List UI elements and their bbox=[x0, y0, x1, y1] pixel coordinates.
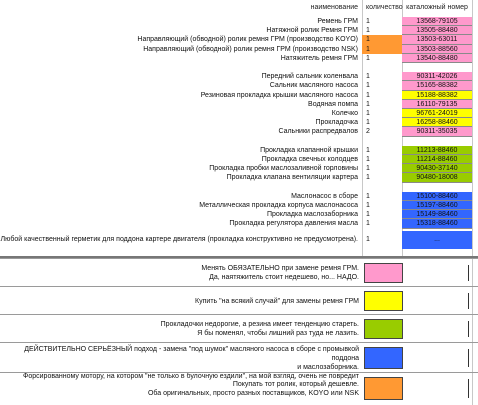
legend-note-line: Прокладочки недорогие, а резина имеет тенденцию стареть. bbox=[160, 321, 359, 328]
quantity-cell[interactable]: 2 bbox=[366, 128, 370, 136]
legend-note-line: ДЕЙСТВИТЕЛЬНО СЕРЬЁЗНЫЙ подход - замена "под шумок" масляного насоса в сборе с промывкой поддона bbox=[24, 345, 359, 362]
empty-row bbox=[0, 183, 478, 192]
quantity-cell[interactable]: 1 bbox=[366, 119, 370, 127]
part-name-cell[interactable]: Прокладка регулятора давления масла bbox=[229, 220, 358, 228]
legend-color-swatch bbox=[364, 263, 403, 283]
quantity-cell[interactable]: 1 bbox=[366, 100, 370, 108]
table-row bbox=[0, 72, 478, 81]
cell-edge bbox=[468, 265, 478, 281]
table-row bbox=[0, 118, 478, 127]
legend-color-swatch bbox=[364, 319, 403, 339]
quantity-cell[interactable]: 1 bbox=[366, 211, 370, 219]
catalog-number-cell[interactable]: 96761-24019 bbox=[402, 109, 472, 118]
legend-color-swatch bbox=[364, 347, 403, 369]
table-row bbox=[0, 192, 478, 201]
quantity-cell[interactable]: 1 bbox=[366, 174, 370, 182]
quantity-cell[interactable]: 1 bbox=[366, 235, 370, 243]
part-name-cell[interactable]: Водяная помпа bbox=[308, 100, 358, 108]
table-row bbox=[0, 210, 478, 219]
catalog-number-cell[interactable]: 15188-88382 bbox=[402, 91, 472, 100]
catalog-number-cell[interactable]: ... bbox=[402, 231, 472, 249]
legend-note-line: и маслозаборника. bbox=[297, 363, 359, 371]
quantity-cell[interactable]: 1 bbox=[366, 192, 370, 200]
legend-note bbox=[0, 372, 478, 403]
quantity-cell[interactable]: 1 bbox=[366, 156, 370, 163]
catalog-number-cell[interactable]: 13503-63011 bbox=[402, 35, 472, 44]
quantity-cell[interactable]: 1 bbox=[366, 73, 370, 81]
table-row bbox=[0, 26, 478, 35]
catalog-number-cell[interactable]: 90311-42026 bbox=[402, 72, 472, 81]
empty-row bbox=[0, 63, 478, 72]
table-row bbox=[0, 109, 478, 118]
catalog-number-cell[interactable]: 15318-88460 bbox=[402, 219, 472, 228]
quantity-cell[interactable]: 1 bbox=[366, 91, 370, 99]
table-row bbox=[0, 146, 478, 155]
catalog-number-cell[interactable] bbox=[402, 137, 472, 146]
part-name-cell[interactable]: Направляющий (обводной) ролик ремня ГРМ (производство NSK) bbox=[143, 45, 358, 53]
part-name-cell[interactable]: Сальник масляного насоса bbox=[269, 82, 358, 90]
part-name-cell[interactable]: Прокладка свечных колодцев bbox=[261, 156, 358, 163]
legend-note-text[interactable] bbox=[0, 264, 364, 282]
quantity-cell[interactable]: 1 bbox=[362, 35, 402, 44]
table-row bbox=[0, 173, 478, 182]
catalog-number-cell[interactable]: 15165-88382 bbox=[402, 81, 472, 90]
table-row bbox=[0, 127, 478, 136]
part-name-cell[interactable]: Натяжитель ремня ГРМ bbox=[280, 54, 358, 62]
quantity-cell[interactable]: 1 bbox=[366, 220, 370, 228]
table-row bbox=[0, 45, 478, 54]
quantity-cell[interactable]: 1 bbox=[366, 54, 370, 62]
table-row bbox=[0, 17, 478, 26]
legend-note-line: Оба оригинальных, просто разных поставщиков, KOYO или NSK bbox=[147, 389, 359, 397]
table-row bbox=[0, 35, 478, 44]
part-name-cell[interactable]: Резиновая прокладка крышки масляного насоса bbox=[200, 91, 358, 99]
catalog-number-cell[interactable]: 11214-88460 bbox=[402, 155, 472, 164]
legend-note-line: Да, наятяжитель стоит недешево, но... НАДО. bbox=[209, 274, 359, 281]
part-name-cell[interactable]: Прокладка маслозаборника bbox=[266, 211, 358, 219]
table-row bbox=[0, 231, 478, 249]
catalog-number-cell[interactable]: 13540-88480 bbox=[402, 54, 472, 63]
catalog-number-cell[interactable]: 90480-18008 bbox=[402, 173, 472, 182]
header-name[interactable]: наименование bbox=[310, 4, 358, 11]
section-separator bbox=[0, 256, 478, 258]
catalog-number-cell[interactable] bbox=[402, 183, 472, 192]
quantity-cell[interactable]: 1 bbox=[366, 82, 370, 90]
catalog-number-cell[interactable]: 13503-88560 bbox=[402, 45, 472, 54]
quantity-cell[interactable]: 1 bbox=[366, 18, 370, 25]
part-name-cell[interactable]: Сальники распредвалов bbox=[278, 128, 358, 136]
catalog-number-cell[interactable]: 15197-88460 bbox=[402, 201, 472, 210]
cell-edge bbox=[468, 379, 478, 398]
legend-note bbox=[0, 342, 478, 380]
quantity-cell[interactable]: 1 bbox=[366, 27, 370, 35]
cell-edge bbox=[468, 349, 478, 367]
part-name-cell[interactable]: Прокладка клапанной крышки bbox=[260, 146, 358, 154]
part-name-cell[interactable]: Направляющий (обводной) ролик ремня ГРМ (производство KOYO) bbox=[137, 36, 358, 44]
part-name-cell[interactable]: Металлическая прокладка корпуса маслонасоса bbox=[199, 202, 358, 209]
part-name-cell[interactable]: Маслонасос в сборе bbox=[291, 192, 358, 200]
catalog-number-cell[interactable]: 11213-88460 bbox=[402, 146, 472, 155]
table-row bbox=[0, 155, 478, 164]
quantity-cell[interactable] bbox=[362, 137, 402, 146]
part-name-cell[interactable]: Прокладка клапана вентиляции картера bbox=[226, 174, 358, 182]
catalog-number-cell[interactable]: 13505-88480 bbox=[402, 26, 472, 35]
part-name-cell[interactable]: Ремень ГРМ bbox=[317, 18, 358, 25]
catalog-number-cell[interactable]: 90311-35035 bbox=[402, 127, 472, 136]
table-row bbox=[0, 164, 478, 173]
quantity-cell[interactable]: 1 bbox=[366, 110, 370, 117]
legend-note-line: Менять ОБЯЗАТЕЛЬНО при замене ремня ГРМ. bbox=[201, 265, 359, 272]
part-name-cell[interactable]: Прокладка пробки маслозаливной горловины bbox=[209, 165, 358, 173]
quantity-cell[interactable]: 1 bbox=[366, 165, 370, 173]
quantity-cell[interactable]: 1 bbox=[366, 146, 370, 154]
catalog-number-cell[interactable]: 90430-37140 bbox=[402, 164, 472, 173]
empty-row bbox=[0, 137, 478, 146]
table-row bbox=[0, 91, 478, 100]
legend-note bbox=[0, 258, 478, 286]
legend-note bbox=[0, 314, 478, 342]
catalog-number-cell[interactable]: 15149-88460 bbox=[402, 210, 472, 219]
part-name-cell[interactable]: Прокладочка bbox=[315, 119, 358, 127]
part-name-cell[interactable]: Передний сальник коленвала bbox=[261, 73, 358, 81]
legend-note-text[interactable] bbox=[0, 297, 364, 306]
legend-color-swatch bbox=[364, 377, 403, 400]
cell-edge bbox=[468, 293, 478, 309]
header-catalog[interactable]: каталожный номер bbox=[406, 4, 468, 11]
table-row bbox=[0, 54, 478, 63]
header-qty[interactable]: количество bbox=[366, 4, 403, 11]
part-name-cell[interactable]: Натяжной ролик Ремня ГРМ bbox=[266, 27, 358, 35]
legend-note-line: Я бы поменял, чтобы лишний раз туда не лазить. bbox=[197, 330, 359, 337]
catalog-number-cell[interactable]: 16258-88460 bbox=[402, 118, 472, 127]
legend-note-text[interactable] bbox=[0, 380, 364, 398]
table-row bbox=[0, 100, 478, 109]
catalog-number-cell[interactable] bbox=[402, 63, 472, 72]
legend-note bbox=[0, 286, 478, 314]
quantity-cell[interactable] bbox=[362, 63, 402, 72]
quantity-cell[interactable]: 1 bbox=[366, 202, 370, 209]
catalog-number-cell[interactable]: 15100-88460 bbox=[402, 192, 472, 201]
header-row bbox=[0, 3, 478, 13]
quantity-cell[interactable] bbox=[362, 183, 402, 192]
table-row bbox=[0, 81, 478, 90]
table-row bbox=[0, 201, 478, 210]
cell-edge bbox=[468, 321, 478, 337]
part-name-cell[interactable]: Любой качественный герметик для поддона картере двигателя (прокладка конструктивно не предусмотрена). bbox=[0, 235, 358, 243]
catalog-number-cell[interactable]: 16110-79135 bbox=[402, 100, 472, 109]
quantity-cell[interactable]: 1 bbox=[362, 45, 402, 54]
legend-color-swatch bbox=[364, 291, 403, 311]
legend-note-line: Покупать тот ролик, который дешевле. bbox=[232, 380, 359, 388]
legend-note-line: Форсированному мотору, на котором "не только в булочную ездили", на мой взгляд, очень не повредит bbox=[23, 372, 359, 380]
table-row bbox=[0, 219, 478, 228]
legend-note-line: Купить "на всякий случай" для замены ремня ГРМ bbox=[195, 297, 359, 305]
legend-note-text[interactable] bbox=[0, 320, 364, 338]
catalog-number-cell[interactable]: 13568-79105 bbox=[402, 17, 472, 26]
part-name-cell[interactable]: Колечко bbox=[331, 110, 358, 117]
